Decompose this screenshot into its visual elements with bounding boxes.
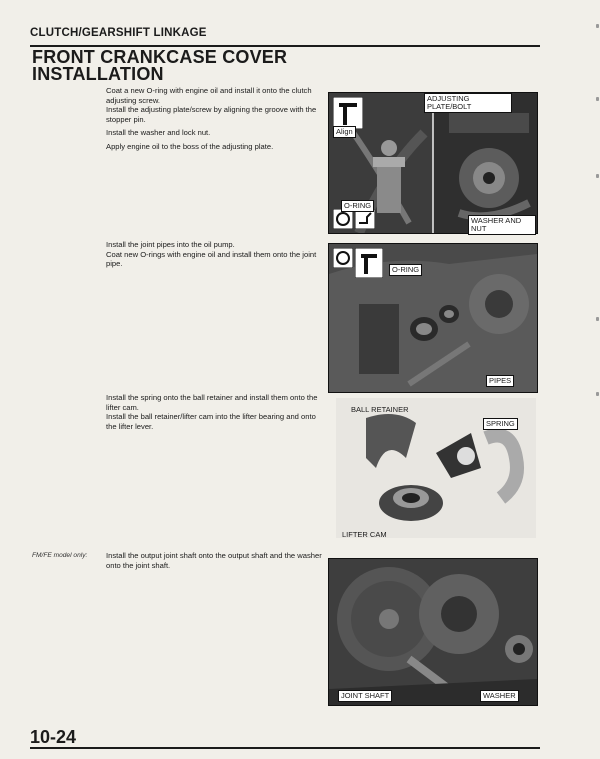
- callout-adjusting-plate: ADJUSTING PLATE/BOLT: [424, 93, 512, 113]
- step-4-text: [106, 551, 324, 574]
- step-1-paragraph: Coat a new O-ring with engine oil and install it onto the clutch adjusting screw.: [106, 86, 312, 105]
- callout-lifter-cam: LIFTER CAM: [342, 530, 387, 539]
- step-3-paragraph: Install the spring onto the ball retainer and install them onto the lifter cam.: [106, 393, 318, 412]
- page-title: [32, 49, 287, 83]
- binding-mark: [596, 174, 599, 178]
- step-1-text: [106, 86, 324, 156]
- step-4-paragraph: Install the output joint shaft onto the output shaft and the washer onto the joint shaft.: [106, 551, 322, 570]
- callout-align: Align: [333, 126, 356, 138]
- binding-mark: [596, 24, 599, 28]
- footer-rule: [30, 747, 540, 749]
- new-part-icon: [333, 248, 353, 268]
- callout-washer: WASHER: [480, 690, 519, 702]
- step-3-paragraph: Install the ball retainer/lifter cam into the lifter bearing and onto the lifter lever.: [106, 412, 316, 431]
- callout-pipes: PIPES: [486, 375, 514, 387]
- callout-spring: SPRING: [483, 418, 518, 430]
- binding-mark: [596, 97, 599, 101]
- callout-joint-shaft: JOINT SHAFT: [338, 690, 392, 702]
- callout-ball-retainer: BALL RETAINER: [351, 405, 409, 414]
- section-header: CLUTCH/GEARSHIFT LINKAGE: [30, 27, 207, 39]
- wrench-icon: [333, 97, 363, 129]
- new-part-icon: [333, 209, 353, 229]
- step-2-paragraph: Install the joint pipes into the oil pump.: [106, 240, 235, 249]
- page-number: 10-24: [30, 727, 77, 747]
- callout-o-ring: O-RING: [389, 264, 422, 276]
- oil-can-icon: [355, 209, 375, 229]
- binding-mark: [596, 317, 599, 321]
- model-note: FM/FE model only:: [32, 552, 88, 559]
- photo-joint-shaft: [328, 558, 538, 706]
- step-2-text: [106, 240, 324, 273]
- step-1-paragraph: Install the washer and lock nut.: [106, 128, 211, 138]
- step-2-paragraph: Coat new O-rings with engine oil and install them onto the joint pipe.: [106, 249, 317, 269]
- step-3-text: [106, 393, 324, 435]
- title-line-2: INSTALLATION: [32, 64, 164, 84]
- callout-washer-nut: WASHER AND NUT: [468, 215, 536, 235]
- callout-o-ring: O-RING: [341, 200, 374, 212]
- step-1-paragraph: Apply engine oil to the boss of the adjusting plate.: [106, 141, 274, 151]
- photo-adjusting-plate: [328, 92, 538, 234]
- oil-can-icon: [355, 248, 383, 278]
- binding-mark: [596, 392, 599, 396]
- title-line-1: FRONT CRANKCASE COVER: [32, 47, 288, 67]
- photo-oil-pump-pipes: [328, 243, 538, 393]
- step-1-paragraph: Install the adjusting plate/screw by aligning the groove with the stopper pin.: [106, 105, 317, 124]
